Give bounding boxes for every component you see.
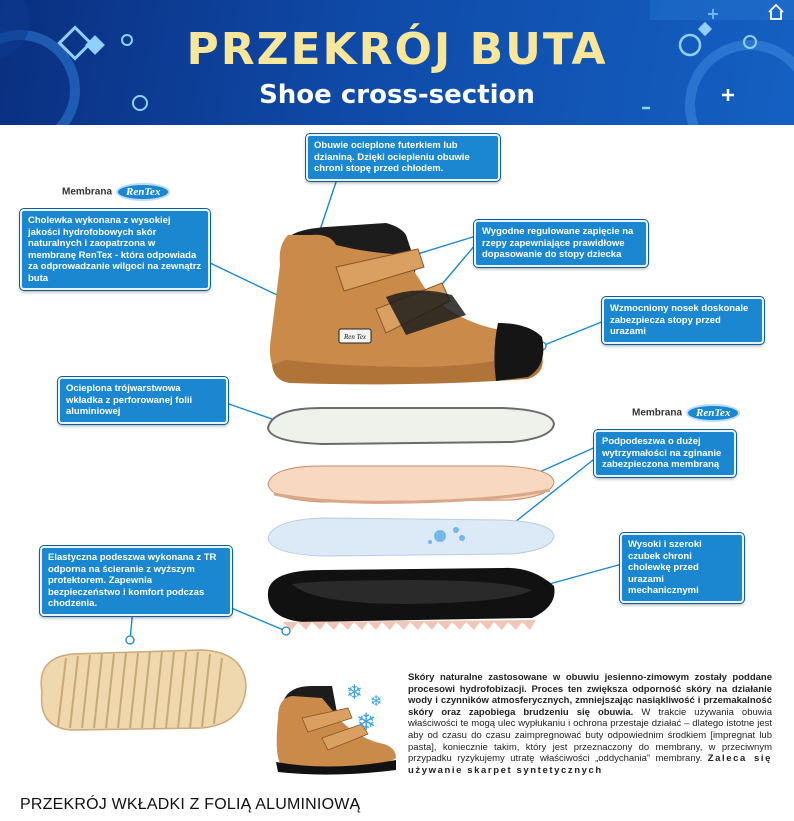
membrana-text: Membrana: [62, 186, 113, 198]
callout-sole: Elastyczna podeszwa wykonana z TR odporna na ścieranie z wyższym protektorem. Zapewnia bezpieczeństwo i komfort podczas chodzenia.: [40, 546, 232, 616]
callout-insole: Ocieplona trójwarstwowa wkładka z perforowanej folii aluminiowej: [58, 377, 228, 424]
callout-cap: Wysoki i szeroki czubek chroni cholewkę przed urazami mechanicznymi: [620, 533, 744, 603]
care-info-paragraph-1: Skóry naturalne zastosowane w obuwiu jesienno-zimowym zostały poddane procesowi hydrofobizacji. Proces ten zwiększa odporność skóry na działanie wody i czynników atmosferycznych, zmniejszając nasiąkliwość i przemakalność skóry oraz zapobiega brudzeniu się obuwia.: [408, 672, 772, 718]
care-info-paragraph-3: Zaleca się używanie skarpet syntetycznych: [408, 753, 773, 776]
page-title: PRZEKRÓJ BUTA: [186, 24, 608, 75]
membrana-text: Membrana: [632, 407, 683, 419]
care-info-paragraph-2: W trakcie używania obuwia właściwości te mogą ulec wypłukaniu i ochrona przestaje działać – dlatego istotne jest aby od czasu do czasu zaimpregnować buty odpowiednim środkiem [impregnat lub pasta], koniecznie takim, który jest przeznaczony do membrany, w przeciwnym przypadku ryzykujemy utratę właściwości „oddychania” membrany.: [408, 706, 773, 765]
sole-layer: [262, 562, 562, 634]
membrana-label-lower: [632, 404, 740, 422]
rentex-logo: RenTex: [686, 404, 740, 422]
outsole-bottom-view: [32, 642, 252, 737]
membrana-label-upper: [62, 183, 170, 201]
underlay-layer: [262, 460, 562, 510]
callout-underlay: Podpodeszwa o dużej wytrzymałości na zginanie zabezpieczona membraną: [594, 430, 736, 477]
callout-toe: Wzmocniony nosek doskonale zabezpiecza stopy przed urazami: [602, 297, 764, 344]
snowflake-icon: ❄: [356, 708, 377, 736]
rentex-logo: RenTex: [116, 183, 170, 201]
page-subtitle: Shoe cross-section: [259, 80, 535, 110]
footer-caption: PRZEKRÓJ WKŁADKI Z FOLIĄ ALUMINIOWĄ: [20, 796, 361, 813]
insole-layer: [262, 400, 562, 450]
care-info-text: [408, 672, 772, 776]
shoe-brand-label: Ren Tex: [343, 333, 367, 341]
callout-lining: Obuwie ocieplone futerkiem lub dzianiną. Dzięki ociepleniu obuwie chroni stopę przed chłodem.: [306, 134, 500, 181]
membrane-layer: [262, 512, 562, 562]
callout-upper: Cholewka wykonana z wysokiej jakości hydrofobowych skór naturalnych i zaopatrzona w membranę RenTex - która odpowiada za odprowadzanie wilgoci na zewnątrz buta: [20, 209, 210, 290]
snowflake-icon: ❄: [370, 692, 383, 710]
snowflake-icon: ❄: [346, 680, 363, 704]
callout-velcro: Wygodne regulowane zapięcie na rzepy zapewniające prawidłowe dopasowanie do stopy dziecka: [474, 220, 648, 267]
